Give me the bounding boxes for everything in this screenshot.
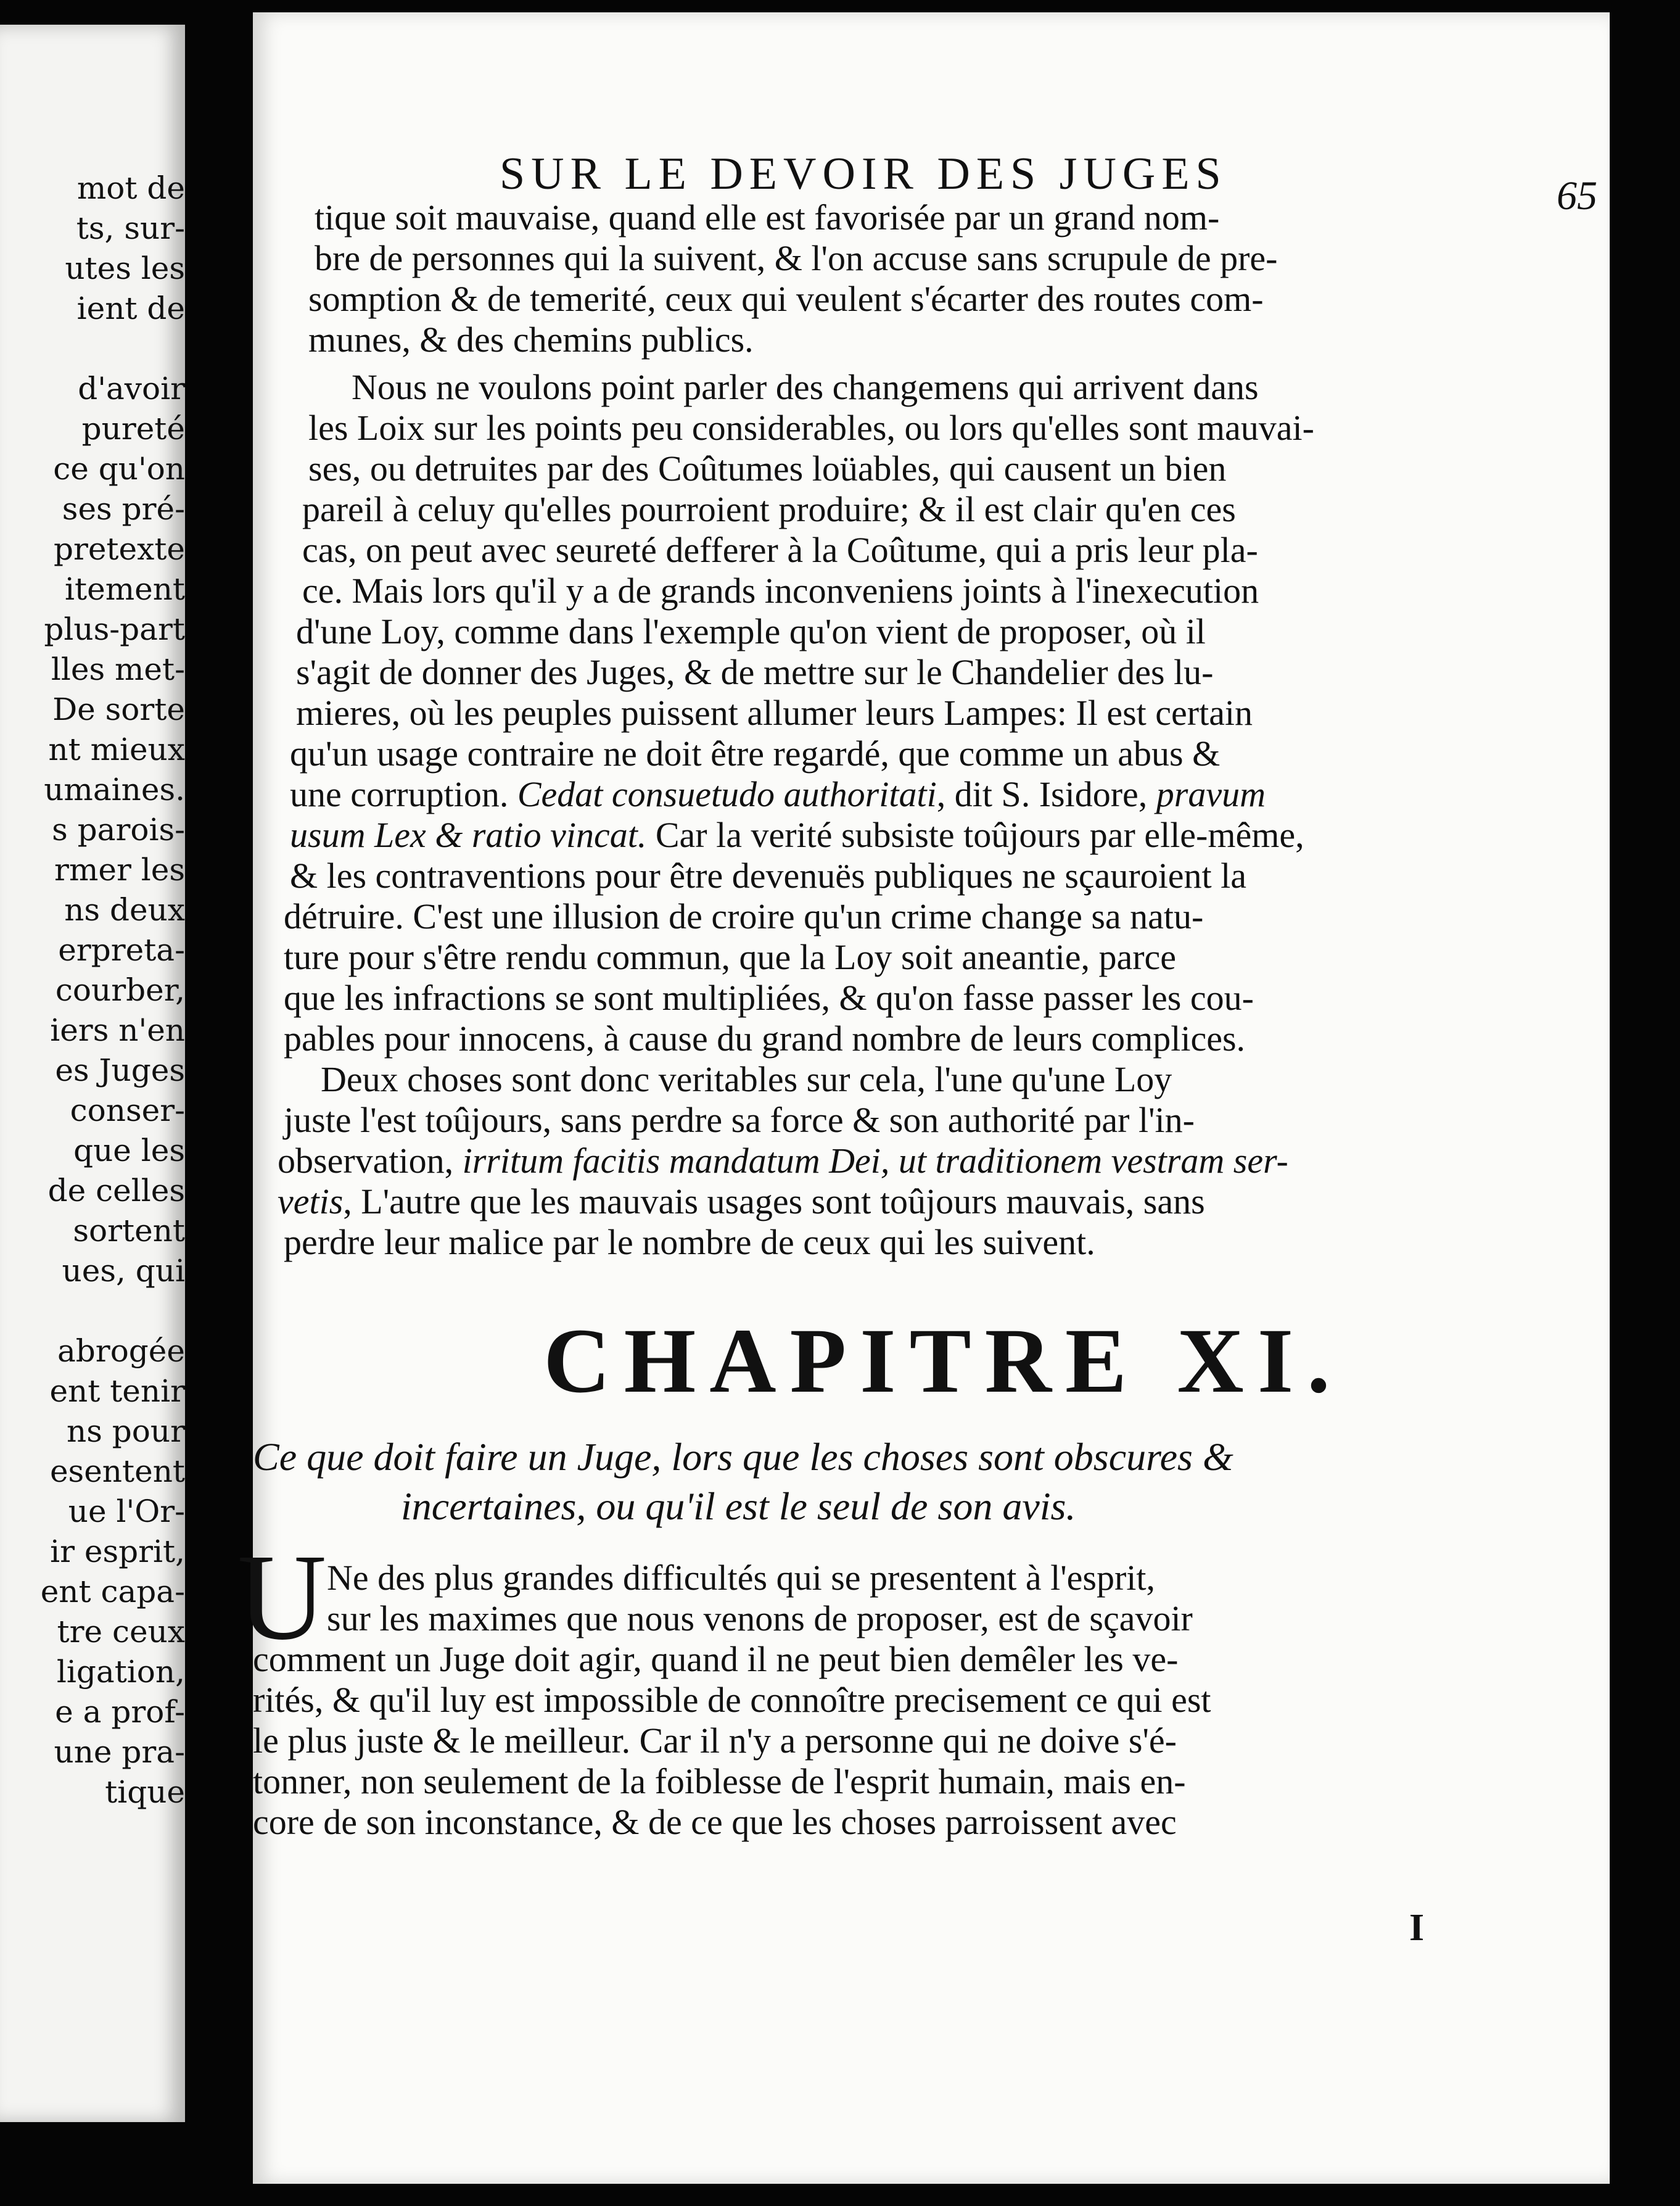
text-line: munes, & des chemins publics. — [308, 320, 754, 360]
text-line: les Loix sur les points peu considerables, ou lors qu'elles sont mauvai- — [308, 408, 1314, 448]
text-line: ce. Mais lors qu'il y a de grands inconveniens joints à l'inexecution — [302, 571, 1259, 611]
left-line: De sorte — [52, 692, 185, 727]
text-line: somption & de temerité, ceux qui veulent s'écarter des routes com- — [308, 279, 1264, 319]
page-number: 65 — [1557, 173, 1597, 218]
text-line: que les infractions se sont multipliées, & qu'on fasse passer les cou- — [284, 978, 1254, 1018]
latin-quote: Cedat consuetudo authoritati — [517, 774, 937, 814]
text-line: comment un Juge doit agir, quand il ne peut bien demêler les ve- — [253, 1639, 1179, 1679]
text-line: perdre leur malice par le nombre de ceux qui les suivent. — [284, 1222, 1095, 1262]
text-line — [290, 815, 1304, 856]
text-line: juste l'est toûjours, sans perdre sa force & son authorité par l'in- — [284, 1100, 1195, 1140]
text-span: , dit S. Isidore, — [936, 774, 1148, 814]
chapter-title: CHAPITRE XI. — [543, 1310, 1344, 1412]
left-line: umaines. — [44, 772, 185, 808]
text-line: pables pour innocens, à cause du grand nombre de leurs complices. — [284, 1018, 1246, 1059]
book-gutter — [185, 0, 253, 2206]
text-span: , L'autre que les mauvais usages sont toûjours mauvais, sans — [343, 1181, 1205, 1221]
left-line: lles met- — [51, 651, 185, 687]
text-line: Deux choses sont donc veritables sur cela, l'une qu'une Loy — [321, 1059, 1172, 1099]
left-line: ue l'Or- — [68, 1493, 185, 1529]
left-line: conser- — [70, 1093, 185, 1128]
text-line — [278, 1141, 1288, 1181]
text-line: bre de personnes qui la suivent, & l'on accuse sans scrupule de pre- — [315, 238, 1278, 278]
latin-quote: irritum facitis mandatum Dei, ut traditionem vestram ser- — [462, 1141, 1288, 1181]
left-line: abrogée — [57, 1333, 185, 1369]
text-line — [278, 1181, 1205, 1222]
left-line: sortent — [73, 1213, 185, 1249]
left-line: plus-part — [44, 611, 185, 647]
left-line: tique — [105, 1774, 185, 1810]
text-line: détruire. C'est une illusion de croire qu'un crime change sa natu- — [284, 896, 1204, 936]
text-line: ses, ou detruites par des Coûtumes loüables, qui causent un bien — [308, 448, 1227, 489]
left-line: rmer les — [54, 852, 185, 888]
page-header — [500, 148, 1597, 218]
left-line: ir esprit, — [50, 1534, 185, 1569]
left-line: iers n'en — [50, 1012, 185, 1048]
text-line: cas, on peut avec seureté defferer à la Coûtume, qui a pris leur pla- — [302, 530, 1258, 570]
left-line: ts, sur- — [76, 210, 185, 246]
left-line: nt mieux — [48, 732, 185, 767]
text-line: rités, & qu'il luy est impossible de connoître precisement ce qui est — [253, 1680, 1211, 1720]
running-title: SUR LE DEVOIR DES JUGES — [500, 149, 1227, 199]
left-line: pureté — [81, 411, 185, 447]
left-line: ligation, — [56, 1654, 185, 1690]
text-line: tonner, non seulement de la foiblesse de l'esprit humain, mais en- — [253, 1761, 1186, 1801]
previous-page — [0, 25, 185, 2122]
latin-quote: usum Lex & ratio vincat. — [290, 815, 647, 855]
left-line: ient de — [76, 291, 185, 326]
left-line: itement — [65, 571, 185, 607]
text-line — [290, 774, 1266, 815]
left-line: que les — [73, 1133, 185, 1168]
page — [237, 12, 1610, 2184]
left-line: s parois- — [52, 812, 185, 848]
left-line: une pra- — [54, 1734, 185, 1770]
text-line: qu'un usage contraire ne doit être regardé, que comme un abus & — [290, 733, 1221, 774]
text-line: s'agit de donner des Juges, & de mettre sur le Chandelier des lu- — [296, 652, 1214, 692]
latin-quote: vetis — [278, 1181, 344, 1221]
left-line: mot de — [76, 170, 185, 206]
text-line: Nous ne voulons point parler des changemens qui arrivent dans — [352, 367, 1259, 407]
chapter-subtitle: incertaines, ou qu'il est le seul de son avis. — [401, 1484, 1076, 1528]
left-line: esentent — [49, 1453, 185, 1489]
text-line: le plus juste & le meilleur. Car il n'y a personne qui ne doive s'é- — [253, 1721, 1177, 1761]
left-line: ent tenir — [49, 1373, 185, 1409]
drop-cap: U — [237, 1529, 327, 1666]
text-line: ture pour s'être rendu commun, que la Loy soit aneantie, parce — [284, 937, 1177, 977]
text-line: sur les maximes que nous venons de proposer, est de sçavoir — [327, 1598, 1193, 1638]
text-line: pareil à celuy qu'elles pourroient produire; & il est clair qu'en ces — [302, 489, 1236, 529]
text-span: observation, — [278, 1141, 454, 1181]
left-line: es Juges — [55, 1052, 185, 1088]
left-line: utes les — [65, 250, 185, 286]
text-line: Ne des plus grandes difficultés qui se presentent à l'esprit, — [327, 1558, 1156, 1598]
text-line: tique soit mauvaise, quand elle est favorisée par un grand nom- — [315, 197, 1220, 238]
left-line: courber, — [55, 972, 185, 1008]
left-line: ent capa- — [40, 1574, 185, 1609]
left-line: ues, qui — [62, 1253, 185, 1289]
left-line: ses pré- — [62, 491, 185, 527]
left-line: erpreta- — [58, 932, 185, 968]
left-line: tre ceux — [57, 1614, 185, 1650]
left-line: pretexte — [53, 531, 185, 567]
signature-mark: I — [1409, 1907, 1425, 1949]
text-line: & les contraventions pour être devenuës publiques ne sçauroient la — [290, 856, 1247, 896]
text-span: une corruption. — [290, 774, 509, 814]
left-line: d'avoir — [78, 371, 185, 407]
left-line: de celles — [47, 1173, 185, 1208]
left-line: ce qu'on — [53, 451, 185, 487]
text-line: mieres, où les peuples puissent allumer leurs Lampes: Il est certain — [296, 693, 1253, 733]
left-line: e a prof- — [55, 1694, 185, 1730]
text-span: Car la verité subsiste toûjours par elle-même, — [655, 815, 1304, 855]
left-line: ns deux — [64, 892, 185, 928]
chapter-subtitle: Ce que doit faire un Juge, lors que les choses sont obscures & — [253, 1435, 1233, 1479]
latin-quote: pravum — [1156, 774, 1266, 814]
left-line: ns pour — [67, 1413, 185, 1449]
text-line: d'une Loy, comme dans l'exemple qu'on vient de proposer, où il — [296, 611, 1206, 651]
text-line: core de son inconstance, & de ce que les choses parroissent avec — [253, 1802, 1177, 1842]
